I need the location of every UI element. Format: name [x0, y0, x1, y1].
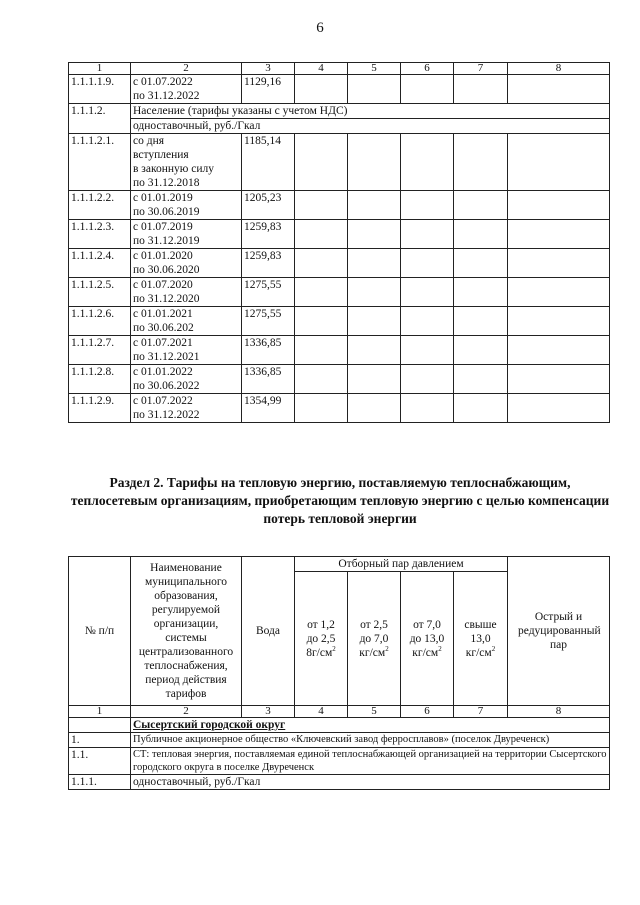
tariff-unit: одноставочный, руб./Гкал: [131, 775, 610, 790]
row-number: 1.: [69, 733, 131, 748]
table-header-row: [69, 557, 610, 572]
header-steam-2: от 2,5 до 7,0 $кг/см^2$: [348, 572, 401, 706]
table-row: [69, 307, 610, 336]
organization-name: Публичное акционерное общество «Ключевский завод ферросплавов» (поселок Двуреченск): [131, 733, 610, 748]
row-period: с 01.01.2020 по 30.06.2020: [131, 249, 242, 278]
col-number: 2: [131, 706, 242, 718]
header-steam-group: Отборный пар давлением: [295, 557, 508, 572]
row-value: 1129,16: [242, 75, 295, 104]
col-number: 8: [508, 63, 610, 75]
row-number: 1.1.1.2.8.: [69, 365, 131, 394]
table-row: [69, 249, 610, 278]
row-number: 1.1.1.2.2.: [69, 191, 131, 220]
table-row-group: [69, 119, 610, 134]
row-value: 1185,14: [242, 134, 295, 191]
col-number: 4: [295, 706, 348, 718]
col-number: 6: [401, 63, 454, 75]
row-value: 1259,83: [242, 249, 295, 278]
row-period: со дня вступления в законную силу по 31.12.2018: [131, 134, 242, 191]
row-number: 1.1.1.2.7.: [69, 336, 131, 365]
heat-system-description: СТ: тепловая энергия, поставляемая единой теплоснабжающей организацией на территории Сысертского городского округа в поселке Двуреченск: [131, 748, 610, 775]
table-row: [69, 191, 610, 220]
row-number: 1.1.: [69, 748, 131, 775]
table-row: [69, 733, 610, 748]
col-number: 5: [348, 63, 401, 75]
table-row: [69, 278, 610, 307]
district-name: Сысертский городской округ: [131, 718, 610, 733]
header-sharp-steam: Острый и редуцированный пар: [508, 557, 610, 706]
col-number: 1: [69, 63, 131, 75]
row-number: 1.1.1.2.1.: [69, 134, 131, 191]
col-number: 4: [295, 63, 348, 75]
col-number: 7: [454, 63, 508, 75]
row-number: 1.1.1.2.3.: [69, 220, 131, 249]
row-number: 1.1.1.2.5.: [69, 278, 131, 307]
row-value: 1336,85: [242, 365, 295, 394]
header-name: Наименование муниципального образования, регулируемой организации, системы централизованного теплоснабжения, период действия тарифов: [131, 557, 242, 706]
row-number: 1.1.1.2.: [69, 104, 131, 134]
row-number: 1.1.1.2.9.: [69, 394, 131, 423]
header-steam-3: от 7,0 до 13,0 $кг/см^2$: [401, 572, 454, 706]
row-value: 1259,83: [242, 220, 295, 249]
row-value: 1275,55: [242, 307, 295, 336]
row-number: 1.1.1.1.9.: [69, 75, 131, 104]
row-period: с 01.01.2021 по 30.06.202: [131, 307, 242, 336]
row-period: с 01.07.2022 по 31.12.2022: [131, 394, 242, 423]
row-period: с 01.07.2019 по 31.12.2019: [131, 220, 242, 249]
section-2-title: Раздел 2. Тарифы на тепловую энергию, поставляемую теплоснабжающим, теплосетевым организациям, приобретающим тепловую энергию с целью компенсации потерь тепловой энергии: [70, 475, 610, 526]
header-water: Вода: [242, 557, 295, 706]
table-row: [69, 220, 610, 249]
header-steam-4: свыше 13,0 $кг/см^2$: [454, 572, 508, 706]
row-number: 1.1.1.2.4.: [69, 249, 131, 278]
row-value: 1275,55: [242, 278, 295, 307]
page-number: 6: [316, 20, 324, 36]
header-number: № п/п: [69, 557, 131, 706]
col-number: 3: [242, 63, 295, 75]
table-row: [69, 775, 610, 790]
row-value: 1336,85: [242, 336, 295, 365]
row-period: с 01.07.2021 по 31.12.2021: [131, 336, 242, 365]
table-row: [69, 365, 610, 394]
row-period: с 01.07.2020 по 31.12.2020: [131, 278, 242, 307]
group-title: Население (тарифы указаны с учетом НДС): [131, 104, 610, 119]
col-number: 3: [242, 706, 295, 718]
tariff-table-section-2: [68, 556, 610, 790]
col-number: 2: [131, 63, 242, 75]
table-row: [69, 394, 610, 423]
col-number: 5: [348, 706, 401, 718]
col-number: 6: [401, 706, 454, 718]
table-row: [69, 718, 610, 733]
row-period: с 01.01.2022 по 30.06.2022: [131, 365, 242, 394]
row-value: 1205,23: [242, 191, 295, 220]
col-number: 8: [508, 706, 610, 718]
row-number: 1.1.1.2.6.: [69, 307, 131, 336]
row-period: с 01.01.2019 по 30.06.2019: [131, 191, 242, 220]
column-number-row: [69, 63, 610, 75]
table-row: [69, 748, 610, 775]
table-row: [69, 336, 610, 365]
table-row-group: [69, 104, 610, 119]
header-steam-1: от 1,2 до 2,5 $8г/см^2$: [295, 572, 348, 706]
group-unit: одноставочный, руб./Гкал: [131, 119, 610, 134]
row-period: с 01.07.2022 по 31.12.2022: [131, 75, 242, 104]
row-number: [69, 718, 131, 733]
tariff-table-population: [68, 62, 610, 423]
row-number: 1.1.1.: [69, 775, 131, 790]
row-value: 1354,99: [242, 394, 295, 423]
table-row: [69, 134, 610, 191]
col-number: 1: [69, 706, 131, 718]
table-row: [69, 75, 610, 104]
column-number-row: [69, 706, 610, 718]
col-number: 7: [454, 706, 508, 718]
